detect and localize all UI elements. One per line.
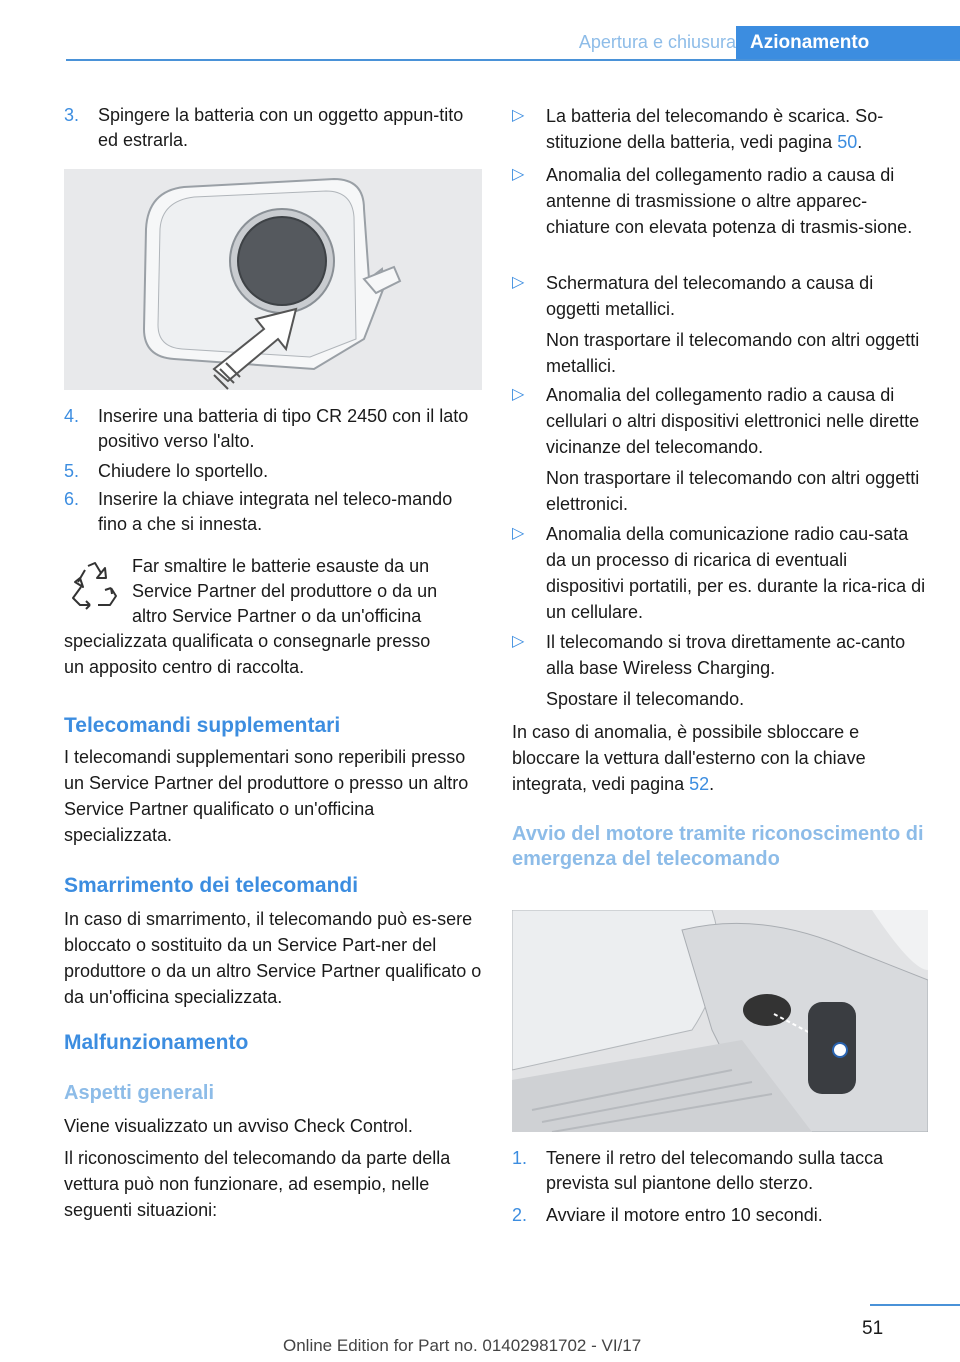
step-number: 1. — [512, 1148, 528, 1168]
paragraph-anomalia: In caso di anomalia, è possibile sbloccare e bloccare la vettura dall'esterno con la chiave integrata, vedi pagina 52. — [512, 722, 866, 794]
list-item-text: Schermatura del telecomando a causa di oggetti metallici. — [546, 273, 874, 319]
step-number: 5. — [64, 461, 80, 481]
bullet-triangle-icon: ▷ — [512, 386, 525, 403]
step-number: 2. — [512, 1205, 528, 1225]
paragraph-telecomandi-supplementari: I telecomandi supplementari sono reperibili presso un Service Partner del produttore o presso un altro Service Partner qualificato o un'officina specializzata. — [64, 747, 469, 845]
recycle-note-line-3: altro Service Partner o da un'officina — [132, 606, 422, 626]
header-section-title: Apertura e chiusura — [578, 32, 736, 52]
list-item-text: Il telecomando si trova direttamente ac‐canto alla base Wireless Charging. — [546, 632, 906, 678]
list-item-text: Anomalia del collegamento radio a causa di cellulari o altri dispositivi elettronici nelle dirette vicinanze del telecomando. — [546, 385, 920, 457]
list-item-note: Non trasportare il telecomando con altri oggetti elettronici. — [546, 468, 920, 514]
bullet-triangle-icon: ▷ — [512, 633, 525, 650]
recycle-note-line-1: Far smaltire le batterie esauste da un — [132, 556, 430, 576]
footer-rule — [870, 1304, 960, 1306]
bullet-triangle-icon: ▷ — [512, 166, 525, 183]
heading-malfunzionamento: Malfunzionamento — [64, 1031, 249, 1054]
paragraph-check-control: Viene visualizzato un avviso Check Control. — [64, 1116, 413, 1136]
list-item-text: Anomalia della comunicazione radio cau‐sata da un processo di ricarica di eventuali dispositivi portatili, per es. durante la rica‐rica di un cellulare. — [546, 524, 926, 622]
heading-telecomandi-supplementari: Telecomandi supplementari — [64, 714, 341, 737]
header-chapter-tab: Azionamento — [736, 26, 960, 61]
heading-aspetti-generali: Aspetti generali — [64, 1082, 215, 1104]
page-link-50[interactable]: 50 — [837, 132, 858, 152]
heading-smarrimento: Smarrimento dei telecomandi — [64, 874, 359, 897]
step-text: Avviare il motore entro 10 secondi. — [546, 1205, 823, 1225]
list-item-text: Anomalia del collegamento radio a causa di antenne di trasmissione o altre apparec‐chiature con elevata potenza di trasmis‐sione. — [546, 165, 913, 237]
key-battery-illustration — [64, 169, 482, 390]
page-number: 51 — [862, 1318, 884, 1339]
recycle-icon — [68, 560, 122, 612]
page-link-52[interactable]: 52 — [689, 774, 710, 794]
bullet-triangle-icon: ▷ — [512, 274, 525, 291]
step-number: 3. — [64, 105, 80, 125]
step-number: 6. — [64, 489, 80, 509]
recycle-note-line-5: un apposito centro di raccolta. — [64, 657, 305, 677]
step-text: Tenere il retro del telecomando sulla tacca prevista sul piantone dello sterzo. — [546, 1148, 884, 1193]
steering-column-illustration — [512, 910, 928, 1132]
page-header — [66, 26, 960, 61]
recycle-note-line-4: specializzata qualificata o consegnarle presso — [64, 631, 431, 651]
list-item-text: La batteria del telecomando è scarica. So‐stituzione della batteria, vedi pagina 50. — [546, 106, 884, 152]
step-text: Chiudere lo sportello. — [98, 461, 269, 481]
bullet-triangle-icon: ▷ — [512, 525, 525, 542]
recycle-note-line-2: Service Partner del produttore o da un — [132, 581, 438, 601]
paragraph-riconoscimento: Il riconoscimento del telecomando da parte della vettura può non funzionare, ad esempio, nelle seguenti situazioni: — [64, 1148, 451, 1220]
heading-avvio-motore: Avvio del motore tramite riconoscimento di emergenza del telecomando — [512, 823, 924, 870]
header-rule — [66, 59, 960, 61]
step-text: Spingere la batteria con un oggetto appun‐tito ed estrarla. — [98, 105, 464, 150]
step-number: 4. — [64, 406, 80, 426]
list-item-note: Non trasportare il telecomando con altri oggetti metallici. — [546, 330, 920, 376]
paragraph-smarrimento: In caso di smarrimento, il telecomando può es‐sere bloccato o sostituito da un Service Part‐ner del produttore o da un altro Service Partner qualificato o da un'officina specializzata. — [64, 909, 482, 1007]
list-item-note: Spostare il telecomando. — [546, 689, 745, 709]
edition-footer: Online Edition for Part no. 01402981702 - VI/17 — [283, 1336, 642, 1355]
step-text: Inserire la chiave integrata nel teleco‐mando fino a che si innesta. — [98, 489, 453, 534]
step-text: Inserire una batteria di tipo CR 2450 con il lato positivo verso l'alto. — [98, 406, 469, 451]
bullet-triangle-icon: ▷ — [512, 107, 525, 124]
